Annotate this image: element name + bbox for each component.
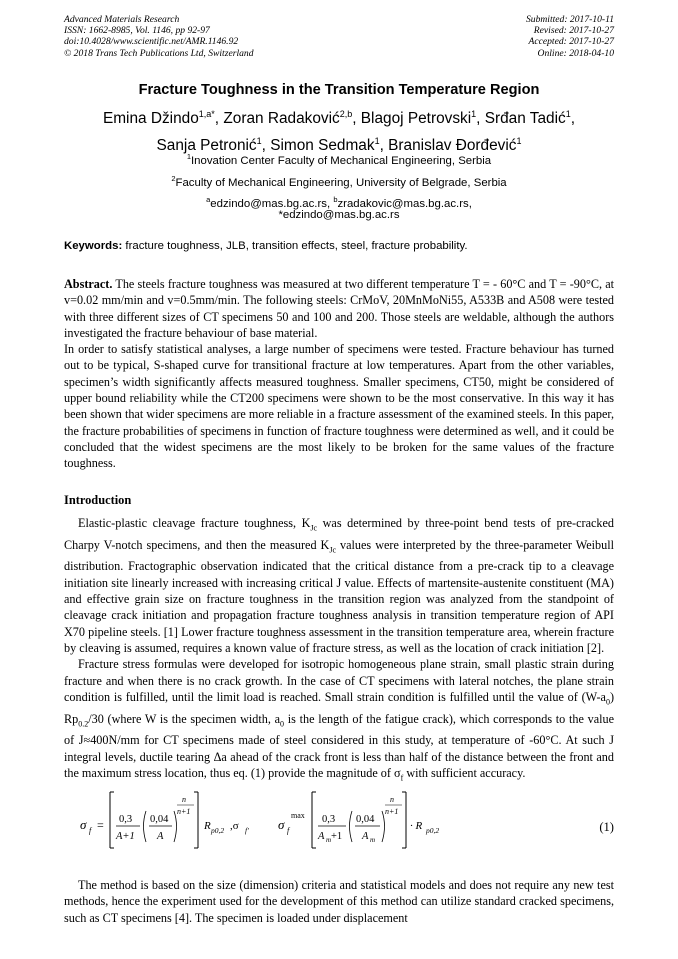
- eq-am-2: A: [362, 831, 369, 842]
- eq-exp-np1: n+1: [177, 807, 191, 816]
- author-name: Simon Sedmak: [270, 137, 375, 155]
- email-sup: b: [333, 195, 338, 204]
- journal-issn: ISSN: 1662-8985, Vol. 1146, pp 92-97: [64, 25, 210, 37]
- affiliation-text: Faculty of Mechanical Engineering, University of Belgrade, Serbia: [175, 176, 507, 189]
- author-name: Sanja Petronić: [156, 137, 257, 155]
- eq-equals: =: [97, 818, 104, 832]
- abstract-text-1: The steels fracture toughness was measured at two different temperature T = - 60°C and T = -90°C, at v=0.02 mm/min and v=0.5mm/min. The following steels: CrMoV, 20MnMoNi55, A533B and A508 were tested with three different sizes of CT specimens 50 and 100 and 200. Those steels are weldable, although the authors investigated the fracture behaviour of base material.: [64, 277, 614, 340]
- email-a[interactable]: edzindo@mas.bg.ac.rs,: [210, 197, 331, 210]
- eq-c2: 0,04: [150, 814, 169, 825]
- eq-fy-sub: f': [245, 826, 249, 835]
- keywords: [64, 240, 624, 252]
- author-sup: 1: [256, 136, 262, 147]
- author-sup: 2,b: [339, 109, 353, 119]
- paper-title: Fracture Toughness in the Transition Temperature Region: [138, 82, 540, 98]
- journal-header-left: [64, 14, 254, 59]
- date-revised: Revised: 2017-10-27: [533, 25, 614, 37]
- eq-ap1: A+1: [116, 831, 135, 842]
- eq-amp1: +1: [331, 831, 343, 842]
- affiliation-sup: 1: [186, 152, 192, 161]
- email-corresponding-line: [0, 208, 678, 222]
- section-heading-introduction: Introduction: [64, 493, 132, 507]
- eq-dot-r: · R: [410, 820, 423, 832]
- eq-f-sub-2: f: [287, 826, 290, 835]
- affiliation-2: [0, 172, 678, 190]
- eq-sigma: σ: [80, 817, 87, 832]
- eq-max-sup: max: [291, 811, 305, 820]
- eq-rp: R: [204, 820, 211, 832]
- author-sup: 1: [374, 136, 380, 147]
- abstract: [64, 276, 614, 472]
- email-b[interactable]: zradakovic@mas.bg.ac.rs,: [337, 197, 472, 210]
- affiliation-1: [0, 150, 678, 168]
- eq-p02-sub-2: p0,2: [426, 826, 440, 835]
- eq-p02-sub: p0,2: [211, 826, 225, 835]
- abstract-label: Abstract.: [64, 277, 113, 291]
- eq-c1-2: 0,3: [322, 814, 336, 825]
- eq-sigma-max: σ: [278, 817, 285, 832]
- eq-comma-sigma: ,σ: [230, 820, 239, 832]
- email-sup: a: [206, 195, 211, 204]
- author-sup: 1: [565, 109, 571, 119]
- eq-c1: 0,3: [119, 814, 133, 825]
- journal-header-right: [526, 14, 614, 59]
- affiliation-sup: 2: [171, 174, 176, 183]
- abstract-p2: In order to satisfy statistical analyses, a large number of specimens were tested. Fracture behaviour has turned out to be typical, S-shaped curve for transitional fracture at low temperatures. Apart from the other variables, specimen’s width significantly affects measured toughness. Smaller specimens, CT50, might be considered of upper bound reliability while the CT200 specimens were shown to be the most conservative. In this way it has been shown that wider specimens are more reliable in a fracture assessment of the examined steels. In this paper, the fracture probabilities of specimens in function of fracture toughness were determined as well, and it could be concluded that the widest specimens are the most likely to be broken for the same values of the fracture toughness.: [64, 342, 614, 471]
- author-sup: 1: [516, 136, 522, 147]
- intro-p3: The method is based on the size (dimension) criteria and statistical models and does not require any new test methods, hence the experiment used for the development of this method can utilize standard cracked specimens, such as CT specimens [4]. The specimen is loaded under displacement: [64, 878, 614, 925]
- eq-am: A: [318, 831, 325, 842]
- affiliation-text: Inovation Center Faculty of Mechanical Engineering, Serbia: [191, 154, 492, 167]
- equation-number: (1): [599, 820, 614, 834]
- author-name: Blagoj Petrovski: [360, 110, 472, 128]
- date-online: Online: 2018-04-10: [537, 47, 614, 59]
- eq-a: A: [157, 831, 164, 842]
- eq-exp-n: n: [182, 795, 186, 804]
- eq-exp-np1-2: n+1: [385, 807, 399, 816]
- intro-p1: Elastic-plastic cleavage fracture toughness, $K_{Jc}$ was determined by three-point bend tests of pre-cracked Charpy V-notch specimens, and then the measured $K_{Jc}$ values were interpreted by the three-parameter Weibull distribution. Fractographic observation indicated that the critical distance from a pre-crack tip to a cleavage initiation site linearly increased with increasing critical J value. Effects of martensite-austenite constituent (MA) and effective grain size on fracture toughness in the transition region was analyzed from the standpoint of cleavage crack initiation and propagation fracture toughness analysis in transition temperature region of API X70 pipeline steels. [1] Lower fracture toughness assessment in the transition temperature area, wherein fracture by cleaving is assumed, requires a known value of fracture stress, as well as the location of crack initiation [2].: [64, 516, 614, 655]
- abstract-p1: [64, 276, 614, 341]
- keywords-label: Keywords:: [64, 240, 123, 252]
- eq-m-sub-2: m: [370, 836, 376, 844]
- equation-svg: [64, 782, 594, 862]
- author-name: Srđan Tadić: [484, 110, 566, 128]
- author-name: Branislav Đorđević: [388, 137, 517, 155]
- introduction-body: [64, 515, 614, 787]
- date-accepted: Accepted: 2017-10-27: [528, 36, 614, 48]
- date-submitted: Submitted: 2017-10-11: [525, 14, 614, 25]
- introduction-continued: [64, 877, 614, 926]
- eq-c2-2: 0,04: [356, 814, 375, 825]
- eq-m-sub: m: [326, 836, 332, 844]
- author-sup: 1,a*: [198, 109, 215, 119]
- author-list: Emina Džindo$^{1,a*}$, Zoran Radaković$^{2,b}$, Blagoj Petrovski$^1$, Srđan Tadić$^1$, Sanja Petronić$^1$, Simon Sedmak$^1$, Branislav Đorđević$^1$: [102, 109, 576, 155]
- journal-doi: doi:10.4028/www.scientific.net/AMR.1146.92: [64, 36, 239, 48]
- author-name: Zoran Radaković: [223, 110, 340, 128]
- intro-p2: Fracture stress formulas were developed for isotropic homogeneous plane strain, small plastic strain during fracture and when there is no crack growth. In the case of CT specimens with lateral notches, the plane strain condition is fulfilled, until the limit load is reached. Small strain condition is fulfilled until the value of $(W-a_0)$ $Rp_{0.2}/30$ (where W is the specimen width, $a_0$ is the length of the fatigue crack), which corresponds to the value of J≈400N/mm for CT specimens made of steel considered in this study, at temperature of -60°C. At such J integral levels, ductile tearing Δa ahead of the crack front is less than half of the distance between the front and the maximum stress location, thus eq. (1) provide the magnitude of $\sigma_f$ with sufficient accuracy.: [64, 657, 614, 783]
- journal-name: Advanced Materials Research: [64, 14, 180, 25]
- author-name: Emina Džindo: [102, 110, 199, 128]
- keywords-text: fracture toughness, JLB, transition effects, steel, fracture probability.: [125, 240, 468, 252]
- journal-copyright: © 2018 Trans Tech Publications Ltd, Switzerland: [64, 47, 254, 59]
- equation-1: [64, 782, 614, 862]
- email-corresponding[interactable]: *edzindo@mas.bg.ac.rs: [278, 209, 400, 221]
- eq-f-sub: f: [89, 826, 92, 835]
- author-sup: 1: [471, 109, 477, 119]
- eq-exp-n-2: n: [390, 795, 394, 804]
